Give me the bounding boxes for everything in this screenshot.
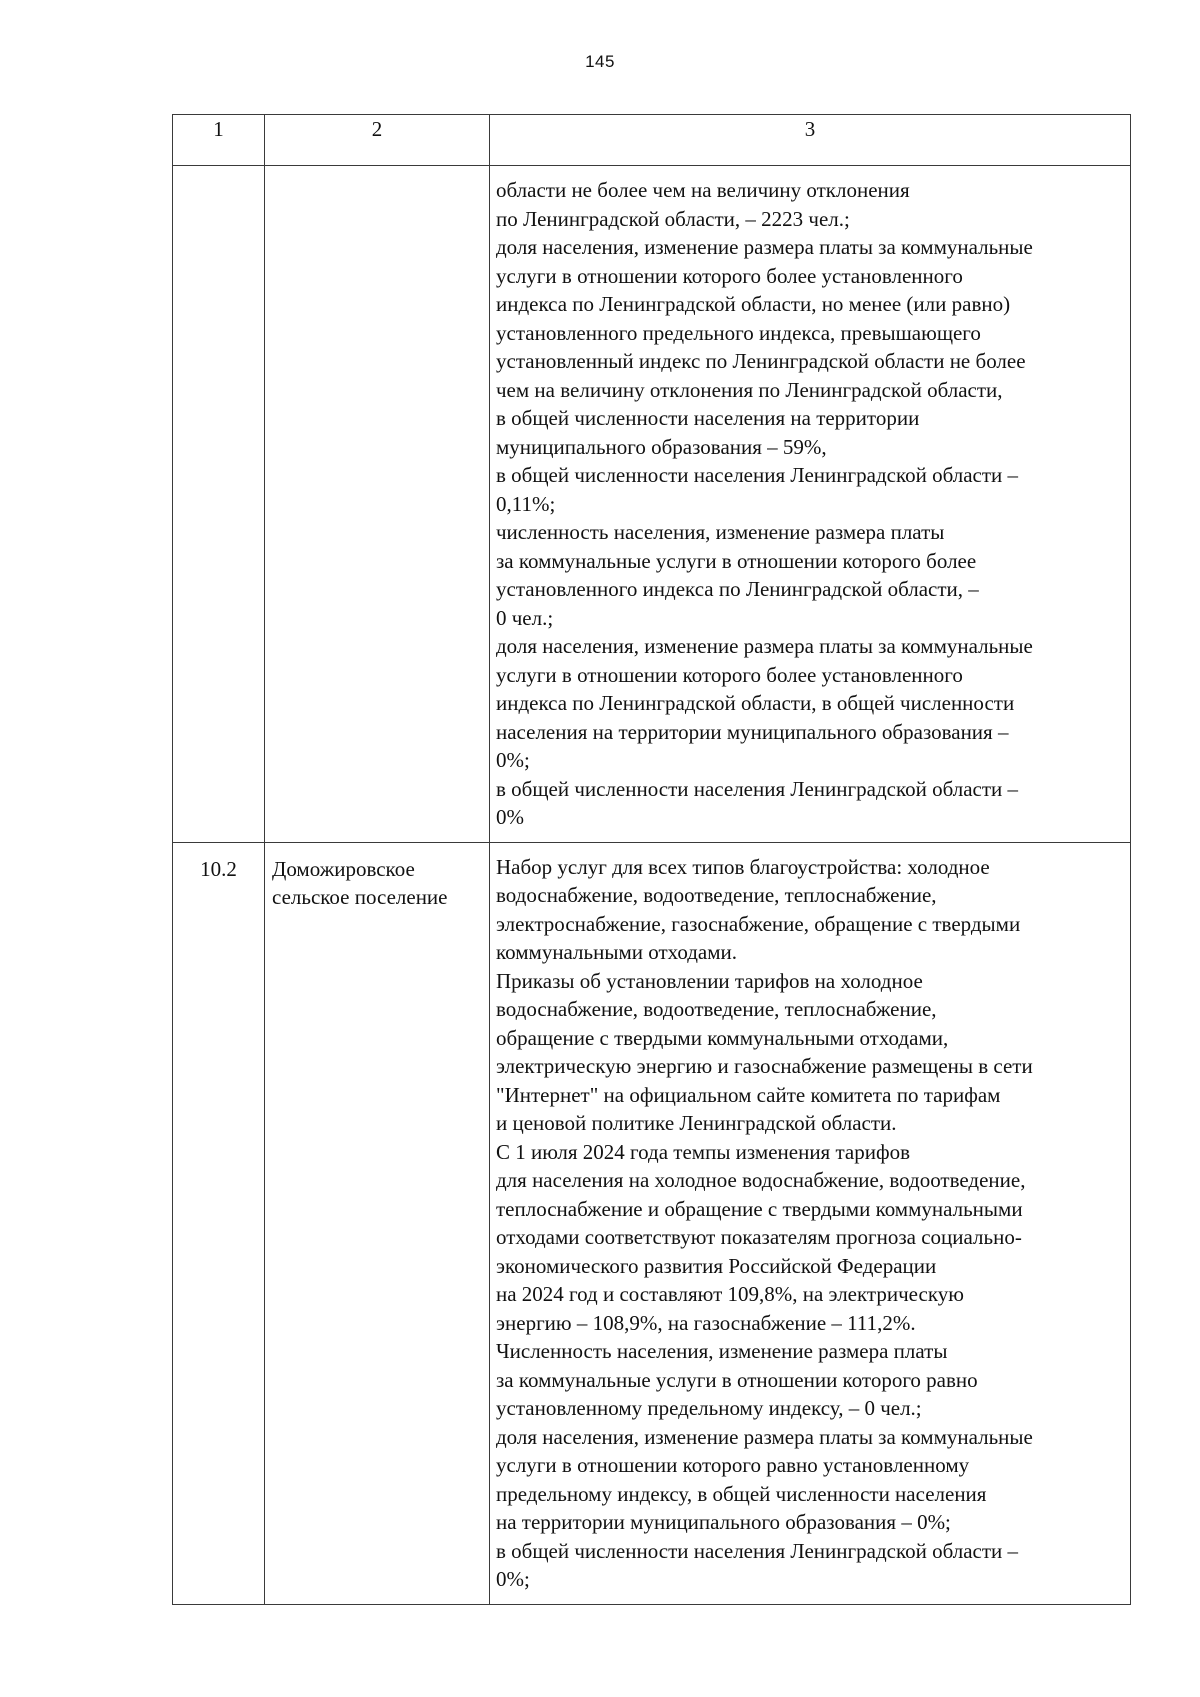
description-line: обращение с твердыми коммунальными отходами,	[496, 1025, 949, 1050]
description-line: установленного предельного индекса, превышающего	[496, 320, 981, 345]
description-line: водоснабжение, водоотведение, теплоснабжение,	[496, 997, 937, 1021]
description-line: водоснабжение, водоотведение, теплоснабжение,	[496, 883, 937, 907]
description-line: в общей численности населения на территории	[496, 406, 920, 430]
description-line: электрическую энергию и газоснабжение размещены в сети	[496, 1054, 1033, 1078]
description-line: С 1 июля 2024 года темпы изменения тарифов	[496, 1139, 910, 1164]
description-line: муниципального образования – 59%,	[496, 434, 827, 459]
column-header-1: 1	[173, 115, 265, 166]
description-line: предельному индексу, в общей численности населения	[496, 1481, 987, 1506]
description-line: 0%;	[496, 1567, 530, 1591]
description-line: 0,11%;	[496, 491, 556, 516]
description-line: энергию – 108,9%, на газоснабжение – 111,2%.	[496, 1310, 916, 1335]
description-line: численность населения, изменение размера платы	[496, 520, 945, 544]
description-cell	[490, 842, 1131, 1604]
description-line: Приказы об установлении тарифов на холодное	[496, 968, 923, 993]
settlement-name-cell	[265, 166, 490, 843]
row-number-cell: 10.2	[173, 842, 265, 1604]
description-line: за коммунальные услуги в отношении которого равно	[496, 1367, 978, 1392]
description-line: коммунальными отходами.	[496, 940, 738, 964]
description-line: в общей численности населения Ленинградской области –	[496, 1538, 1019, 1563]
description-line: на территории муниципального образования – 0%;	[496, 1510, 951, 1534]
row-number-cell	[173, 166, 265, 843]
column-header-3: 3	[490, 115, 1131, 166]
description-line: населения на территории муниципального образования –	[496, 719, 1009, 744]
description-line: и ценовой политике Ленинградской области.	[496, 1111, 897, 1135]
description-line: доля населения, изменение размера платы за коммунальные	[496, 1424, 1033, 1449]
description-line: области не более чем на величину отклонения	[496, 178, 910, 202]
description-line: Численность населения, изменение размера платы	[496, 1339, 948, 1363]
page-number: 145	[585, 52, 615, 71]
settlement-name-cell	[265, 842, 490, 1604]
description-line: по Ленинградской области, – 2223 чел.;	[496, 206, 850, 231]
description-line: чем на величину отклонения по Ленинградской области,	[496, 377, 1003, 402]
description-line: индекса по Ленинградской области, в общей численности	[496, 691, 1015, 715]
description-line: электроснабжение, газоснабжение, обращение с твердыми	[496, 911, 1021, 936]
description-line: за коммунальные услуги в отношении которого более	[496, 548, 977, 573]
description-line: "Интернет" на официальном сайте комитета по тарифам	[496, 1082, 1001, 1107]
description-line: теплоснабжение и обращение с твердыми коммунальными	[496, 1196, 1023, 1221]
description-line: на 2024 год и составляют 109,8%, на электрическую	[496, 1282, 964, 1306]
column-header-2: 2	[265, 115, 490, 166]
document-table	[172, 114, 1131, 1605]
description-line: в общей численности населения Ленинградской области –	[496, 776, 1019, 801]
description-line: 0%;	[496, 748, 530, 772]
description-line: Набор услуг для всех типов благоустройства: холодное	[496, 854, 990, 879]
settlement-name-line: сельское поселение	[272, 885, 448, 909]
description-line: услуги в отношении которого более установленного	[496, 662, 963, 687]
description-line: 0 чел.;	[496, 605, 554, 630]
description-line: доля населения, изменение размера платы за коммунальные	[496, 235, 1033, 259]
description-line: установленный индекс по Ленинградской области не более	[496, 349, 1026, 373]
description-line: индекса по Ленинградской области, но менее (или равно)	[496, 292, 1011, 316]
description-cell	[490, 166, 1131, 843]
description-line: доля населения, изменение размера платы за коммунальные	[496, 634, 1033, 658]
description-line: 0%	[496, 805, 524, 829]
description-line: услуги в отношении которого равно установленному	[496, 1453, 970, 1477]
description-line: услуги в отношении которого более установленного	[496, 263, 963, 288]
description-line: в общей численности населения Ленинградской области –	[496, 463, 1019, 487]
table-row	[173, 842, 1131, 1604]
settlement-name-line: Доможировское	[272, 856, 415, 881]
table-header-row	[173, 115, 1131, 166]
description-line: отходами соответствуют показателям прогноза социально-	[496, 1225, 1022, 1249]
description-line: для населения на холодное водоснабжение, водоотведение,	[496, 1168, 1026, 1192]
table-row	[173, 166, 1131, 843]
description-line: экономического развития Российской Федерации	[496, 1253, 937, 1278]
description-line: установленного индекса по Ленинградской области, –	[496, 577, 979, 601]
description-line: установленному предельному индексу, – 0 чел.;	[496, 1396, 922, 1420]
